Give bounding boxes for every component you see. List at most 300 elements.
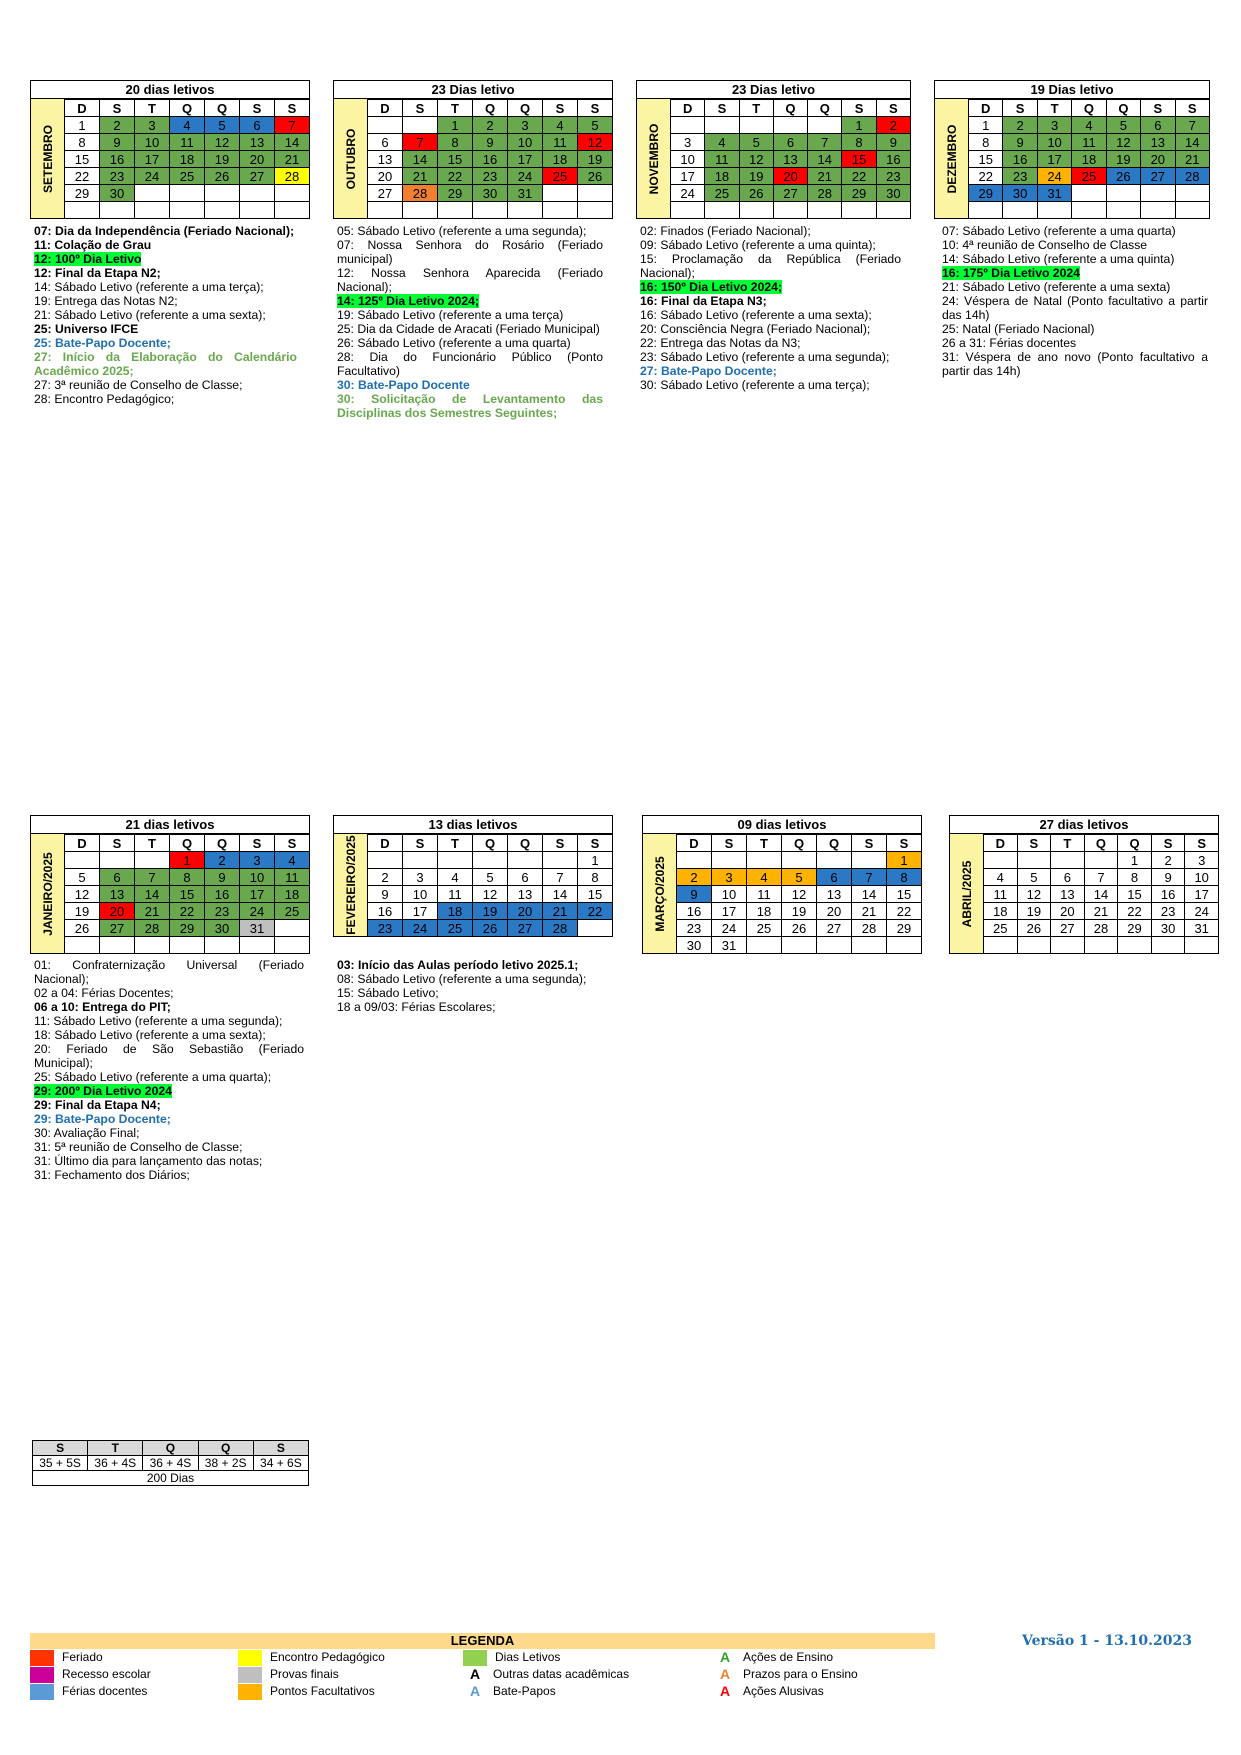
weekday-header: Q xyxy=(817,835,852,852)
day-cell: 30 xyxy=(677,937,712,954)
day-cell: 13 xyxy=(773,151,807,168)
day-cell: 2 xyxy=(473,117,508,134)
day-cell: 14 xyxy=(852,886,887,903)
day-cell: 31 xyxy=(1037,185,1071,202)
day-cell: 2 xyxy=(100,117,135,134)
day-cell: 3 xyxy=(403,869,438,886)
weekday-header: Q xyxy=(1072,100,1106,117)
day-cell xyxy=(1051,937,1085,954)
weekday-header: S xyxy=(1175,100,1209,117)
weekday-header: T xyxy=(135,100,170,117)
weekday-header: T xyxy=(438,835,473,852)
day-cell: 17 xyxy=(135,151,170,168)
day-cell: 24 xyxy=(712,920,747,937)
month-name: ABRIL/2025 xyxy=(949,834,983,954)
month-title: 19 Dias letivo xyxy=(934,80,1210,99)
note-item: 30: Solicitação de Levantamento das Disciplinas dos Semestres Seguintes; xyxy=(337,392,603,420)
day-cell: 12 xyxy=(782,886,817,903)
day-cell xyxy=(1175,202,1209,219)
day-cell xyxy=(368,202,403,219)
weekday-header: D xyxy=(368,100,403,117)
day-cell: 25 xyxy=(275,903,310,920)
weekday-header: D xyxy=(671,100,705,117)
day-cell xyxy=(275,937,310,954)
day-cell: 17 xyxy=(1185,886,1219,903)
note-item: 31: Último dia para lançamento das notas; xyxy=(34,1154,263,1168)
day-cell: 21 xyxy=(1175,151,1209,168)
day-cell xyxy=(1084,852,1118,869)
day-cell: 7 xyxy=(275,117,310,134)
note-item: 24: Véspera de Natal (Ponto facultativo a partir das 14h) xyxy=(942,294,1208,322)
day-cell: 27 xyxy=(1141,168,1175,185)
note-item: 30: Sábado Letivo (referente a uma terça); xyxy=(640,378,870,392)
weekday-header: S xyxy=(1141,100,1175,117)
day-cell: 6 xyxy=(508,869,543,886)
summary-cell: Q xyxy=(143,1441,198,1456)
day-cell xyxy=(1106,202,1140,219)
note-item: 14: Sábado Letivo (referente a uma terça); xyxy=(34,280,264,294)
notes-janeiro xyxy=(34,958,304,1182)
day-cell xyxy=(705,117,739,134)
day-cell xyxy=(65,202,100,219)
summary-cell: S xyxy=(33,1441,88,1456)
day-cell xyxy=(842,202,876,219)
note-item: 31: Véspera de ano novo (Ponto facultativo a partir das 14h) xyxy=(942,350,1208,378)
weekday-header: S xyxy=(1151,835,1185,852)
day-cell: 6 xyxy=(817,869,852,886)
day-cell: 3 xyxy=(671,134,705,151)
month-name: NOVEMBRO xyxy=(636,99,670,219)
day-cell xyxy=(782,937,817,954)
day-cell xyxy=(739,117,773,134)
day-cell: 24 xyxy=(671,185,705,202)
day-cell: 18 xyxy=(543,151,578,168)
day-cell: 11 xyxy=(747,886,782,903)
weekday-header: S xyxy=(578,100,613,117)
day-cell: 24 xyxy=(135,168,170,185)
note-item: 16: Sábado Letivo (referente a uma sexta); xyxy=(640,308,872,322)
day-cell: 28 xyxy=(403,185,438,202)
month-name: MARÇO/2025 xyxy=(642,834,676,954)
day-cell: 5 xyxy=(578,117,613,134)
day-cell: 11 xyxy=(438,886,473,903)
day-cell xyxy=(543,185,578,202)
day-cell: 10 xyxy=(240,869,275,886)
day-cell: 31 xyxy=(240,920,275,937)
day-cell: 5 xyxy=(65,869,100,886)
weekday-header: S xyxy=(852,835,887,852)
weekday-header: Q xyxy=(1106,100,1140,117)
day-cell: 19 xyxy=(473,903,508,920)
day-cell xyxy=(578,202,613,219)
day-cell: 23 xyxy=(1003,168,1037,185)
day-cell: 21 xyxy=(852,903,887,920)
day-cell: 30 xyxy=(1151,920,1185,937)
day-cell: 9 xyxy=(1151,869,1185,886)
day-cell: 4 xyxy=(170,117,205,134)
day-cell xyxy=(65,937,100,954)
calendar-grid xyxy=(983,834,1219,954)
day-cell: 1 xyxy=(170,852,205,869)
day-cell: 25 xyxy=(984,920,1018,937)
note-item: 27: Início da Elaboração do Calendário Acadêmico 2025; xyxy=(34,350,297,378)
day-cell: 23 xyxy=(473,168,508,185)
weekday-header: D xyxy=(65,100,100,117)
day-cell: 21 xyxy=(135,903,170,920)
weekday-header: Q xyxy=(205,100,240,117)
day-cell: 4 xyxy=(747,869,782,886)
day-cell xyxy=(205,185,240,202)
note-item: 10: 4ª reunião de Conselho de Classe xyxy=(942,238,1148,252)
day-cell xyxy=(1185,937,1219,954)
legend-title: LEGENDA xyxy=(30,1633,935,1649)
day-cell: 19 xyxy=(205,151,240,168)
day-cell: 13 xyxy=(1141,134,1175,151)
day-cell: 18 xyxy=(984,903,1018,920)
day-cell xyxy=(1151,937,1185,954)
day-cell xyxy=(808,202,842,219)
day-cell: 7 xyxy=(1084,869,1118,886)
day-cell: 28 xyxy=(135,920,170,937)
weekday-header: S xyxy=(100,835,135,852)
day-cell: 16 xyxy=(677,903,712,920)
day-cell: 30 xyxy=(100,185,135,202)
month-name: JANEIRO/2025 xyxy=(30,834,64,954)
day-cell: 28 xyxy=(275,168,310,185)
day-cell: 22 xyxy=(887,903,922,920)
day-cell: 2 xyxy=(1151,852,1185,869)
weekday-header: D xyxy=(677,835,712,852)
weekday-header: Q xyxy=(1084,835,1118,852)
day-cell: 4 xyxy=(438,869,473,886)
day-cell: 15 xyxy=(65,151,100,168)
notes-fevereiro xyxy=(337,958,603,1014)
day-cell: 1 xyxy=(65,117,100,134)
weekday-header: S xyxy=(705,100,739,117)
weekday-header: Q xyxy=(508,100,543,117)
day-cell: 16 xyxy=(368,903,403,920)
day-cell xyxy=(1037,202,1071,219)
day-cell: 13 xyxy=(100,886,135,903)
note-item: 12: Final da Etapa N2; xyxy=(34,266,161,280)
day-cell xyxy=(782,852,817,869)
day-cell: 10 xyxy=(1185,869,1219,886)
day-cell: 4 xyxy=(984,869,1018,886)
day-cell: 4 xyxy=(543,117,578,134)
day-cell xyxy=(876,202,910,219)
day-cell: 27 xyxy=(508,920,543,937)
month-title: 23 Dias letivo xyxy=(333,80,613,99)
month-name: SETEMBRO xyxy=(30,99,64,219)
day-cell: 27 xyxy=(817,920,852,937)
day-cell: 8 xyxy=(438,134,473,151)
day-cell: 19 xyxy=(65,903,100,920)
note-item: 25: Dia da Cidade de Aracati (Feriado Municipal) xyxy=(337,322,600,336)
day-cell: 22 xyxy=(438,168,473,185)
day-cell: 5 xyxy=(739,134,773,151)
weekday-header: D xyxy=(368,835,403,852)
note-item: 16: Final da Etapa N3; xyxy=(640,294,767,308)
day-cell: 17 xyxy=(712,903,747,920)
note-item: 07: Sábado Letivo (referente a uma quarta) xyxy=(942,224,1176,238)
day-cell: 10 xyxy=(712,886,747,903)
day-cell: 26 xyxy=(739,185,773,202)
note-item: 05: Sábado Letivo (referente a uma segunda); xyxy=(337,224,587,238)
weekday-header: S xyxy=(1017,835,1051,852)
weekday-header: S xyxy=(240,835,275,852)
note-item: 21: Sábado Letivo (referente a uma sexta) xyxy=(942,280,1171,294)
day-cell: 16 xyxy=(1003,151,1037,168)
day-cell: 8 xyxy=(1118,869,1152,886)
day-cell xyxy=(368,117,403,134)
day-cell xyxy=(543,202,578,219)
day-cell: 26 xyxy=(578,168,613,185)
day-cell: 3 xyxy=(1185,852,1219,869)
day-cell xyxy=(1017,937,1051,954)
weekday-header: Q xyxy=(808,100,842,117)
note-item: 31: Fechamento dos Diários; xyxy=(34,1168,190,1182)
day-cell xyxy=(773,117,807,134)
note-item: 15: Proclamação da República (Feriado Nacional); xyxy=(640,252,901,280)
month-name: FEVEREIRO/2025 xyxy=(333,834,367,937)
day-cell: 11 xyxy=(1072,134,1106,151)
day-cell: 17 xyxy=(671,168,705,185)
day-cell: 29 xyxy=(969,185,1003,202)
calendar-grid xyxy=(64,99,310,219)
note-item: 25: Natal (Feriado Nacional) xyxy=(942,322,1095,336)
day-cell: 22 xyxy=(170,903,205,920)
day-cell: 1 xyxy=(438,117,473,134)
summary-total: 200 Dias xyxy=(33,1471,309,1486)
day-cell: 6 xyxy=(368,134,403,151)
day-cell: 5 xyxy=(1017,869,1051,886)
notes-setembro xyxy=(34,224,297,406)
weekday-header: T xyxy=(135,835,170,852)
day-cell: 16 xyxy=(876,151,910,168)
day-cell: 5 xyxy=(1106,117,1140,134)
day-cell xyxy=(438,202,473,219)
day-cell: 14 xyxy=(543,886,578,903)
note-item: 18 a 09/03: Férias Escolares; xyxy=(337,1000,496,1014)
weekday-header: T xyxy=(1037,100,1071,117)
note-item: 12: Nossa Senhora Aparecida (Feriado Nacional); xyxy=(337,266,603,294)
note-item: 16: 175º Dia Letivo 2024 xyxy=(942,266,1080,280)
day-cell xyxy=(508,202,543,219)
note-item: 14: 125º Dia Letivo 2024; xyxy=(337,294,479,308)
weekday-header: S xyxy=(712,835,747,852)
day-cell: 14 xyxy=(1175,134,1209,151)
day-cell: 4 xyxy=(705,134,739,151)
calendar-grid xyxy=(676,834,922,954)
note-item: 19: Entrega das Notas N2; xyxy=(34,294,178,308)
weekday-header: Q xyxy=(473,100,508,117)
day-cell: 19 xyxy=(739,168,773,185)
note-item: 15: Sábado Letivo; xyxy=(337,986,439,1000)
day-cell: 10 xyxy=(671,151,705,168)
weekday-header: S xyxy=(1003,100,1037,117)
day-cell: 19 xyxy=(782,903,817,920)
day-cell: 8 xyxy=(887,869,922,886)
day-cell xyxy=(170,202,205,219)
legend: LEGENDA Feriado Encontro Pedagógico Dias Letivos A Ações de Ensino Recesso escolar Provas finais A Outras datas acadêmicas A Prazos para o Ensino Férias docentes Pontos Facultativos A Bate-Papos A Ações Alusivas xyxy=(30,1633,935,1700)
day-cell: 13 xyxy=(1051,886,1085,903)
day-cell xyxy=(240,185,275,202)
day-cell xyxy=(135,185,170,202)
day-cell: 8 xyxy=(65,134,100,151)
day-cell: 13 xyxy=(368,151,403,168)
note-item: 28: Dia do Funcionário Público (Ponto Facultativo) xyxy=(337,350,603,378)
summary-cell: 34 + 6S xyxy=(253,1456,308,1471)
day-cell: 1 xyxy=(578,852,613,869)
day-cell: 22 xyxy=(969,168,1003,185)
day-cell xyxy=(65,852,100,869)
day-cell: 11 xyxy=(275,869,310,886)
day-cell: 14 xyxy=(275,134,310,151)
day-cell: 23 xyxy=(368,920,403,937)
month-name: OUTUBRO xyxy=(333,99,367,219)
day-cell: 7 xyxy=(403,134,438,151)
day-cell: 14 xyxy=(808,151,842,168)
day-cell: 1 xyxy=(887,852,922,869)
day-cell: 18 xyxy=(170,151,205,168)
day-cell: 30 xyxy=(473,185,508,202)
note-item: 29: Final da Etapa N4; xyxy=(34,1098,161,1112)
note-item: 02 a 04: Férias Docentes; xyxy=(34,986,174,1000)
day-cell: 8 xyxy=(969,134,1003,151)
calendar-abril xyxy=(949,815,1219,954)
note-item: 21: Sábado Letivo (referente a uma sexta); xyxy=(34,308,266,322)
note-item: 07: Dia da Independência (Feriado Nacional); xyxy=(34,224,295,238)
day-cell xyxy=(403,117,438,134)
day-cell xyxy=(747,937,782,954)
weekday-header: Q xyxy=(782,835,817,852)
day-cell xyxy=(1072,185,1106,202)
note-item: 31: 5ª reunião de Conselho de Classe; xyxy=(34,1140,243,1154)
weekday-header: T xyxy=(747,835,782,852)
day-cell: 16 xyxy=(1151,886,1185,903)
day-cell: 2 xyxy=(205,852,240,869)
day-cell: 29 xyxy=(887,920,922,937)
summary-cell: 36 + 4S xyxy=(88,1456,143,1471)
calendar-novembro xyxy=(636,80,911,219)
day-cell: 22 xyxy=(578,903,613,920)
note-item: 30: Avaliação Final; xyxy=(34,1126,140,1140)
day-cell: 3 xyxy=(240,852,275,869)
day-cell xyxy=(170,185,205,202)
weekday-header: T xyxy=(438,100,473,117)
day-cell: 24 xyxy=(240,903,275,920)
day-cell: 9 xyxy=(100,134,135,151)
notes-outubro xyxy=(337,224,603,420)
day-cell: 25 xyxy=(705,185,739,202)
calendar-dezembro xyxy=(934,80,1210,219)
day-cell: 5 xyxy=(782,869,817,886)
day-cell: 29 xyxy=(65,185,100,202)
month-title: 27 dias letivos xyxy=(949,815,1219,834)
calendar-fevereiro xyxy=(333,815,613,937)
day-cell: 12 xyxy=(1017,886,1051,903)
day-cell: 26 xyxy=(1017,920,1051,937)
day-cell: 25 xyxy=(1072,168,1106,185)
day-cell: 22 xyxy=(1118,903,1152,920)
weekday-header: D xyxy=(984,835,1018,852)
day-cell: 24 xyxy=(1185,903,1219,920)
day-cell: 24 xyxy=(403,920,438,937)
note-item: 20: Consciência Negra (Feriado Nacional); xyxy=(640,322,871,336)
day-cell: 6 xyxy=(100,869,135,886)
day-cell: 21 xyxy=(403,168,438,185)
day-cell: 28 xyxy=(852,920,887,937)
day-cell: 9 xyxy=(205,869,240,886)
day-cell: 13 xyxy=(508,886,543,903)
day-cell: 27 xyxy=(368,185,403,202)
summary-cell: 35 + 5S xyxy=(33,1456,88,1471)
summary-cell: 38 + 2S xyxy=(198,1456,253,1471)
day-cell xyxy=(712,852,747,869)
day-cell: 29 xyxy=(1118,920,1152,937)
day-cell: 14 xyxy=(1084,886,1118,903)
notes-novembro xyxy=(640,224,901,392)
day-cell xyxy=(170,937,205,954)
day-cell: 10 xyxy=(403,886,438,903)
day-cell: 7 xyxy=(852,869,887,886)
day-cell xyxy=(473,202,508,219)
day-cell: 8 xyxy=(578,869,613,886)
day-cell: 2 xyxy=(876,117,910,134)
weekday-header: Q xyxy=(473,835,508,852)
day-cell: 12 xyxy=(473,886,508,903)
note-item: 03: Início das Aulas período letivo 2025.1; xyxy=(337,958,579,972)
day-cell xyxy=(240,202,275,219)
day-cell xyxy=(852,937,887,954)
day-cell xyxy=(817,852,852,869)
calendar-janeiro xyxy=(30,815,310,954)
day-cell: 8 xyxy=(842,134,876,151)
day-cell: 30 xyxy=(205,920,240,937)
day-cell: 14 xyxy=(403,151,438,168)
day-cell: 27 xyxy=(773,185,807,202)
day-cell xyxy=(205,937,240,954)
month-title: 09 dias letivos xyxy=(642,815,922,834)
note-item: 27: Bate-Papo Docente; xyxy=(640,364,777,378)
day-cell: 23 xyxy=(677,920,712,937)
weekday-header: S xyxy=(543,835,578,852)
weekday-header: S xyxy=(100,100,135,117)
weekday-header: T xyxy=(1051,835,1085,852)
weekday-header: S xyxy=(842,100,876,117)
day-cell: 1 xyxy=(842,117,876,134)
day-cell: 20 xyxy=(817,903,852,920)
day-cell xyxy=(275,185,310,202)
day-cell xyxy=(438,852,473,869)
note-item: 30: Bate-Papo Docente xyxy=(337,378,470,392)
day-cell xyxy=(773,202,807,219)
day-cell: 25 xyxy=(747,920,782,937)
day-cell: 23 xyxy=(205,903,240,920)
note-item: 23: Sábado Letivo (referente a uma segunda); xyxy=(640,350,890,364)
day-cell: 27 xyxy=(100,920,135,937)
day-cell: 6 xyxy=(773,134,807,151)
day-cell: 15 xyxy=(969,151,1003,168)
weekday-header: Q xyxy=(773,100,807,117)
day-cell: 15 xyxy=(578,886,613,903)
day-cell: 18 xyxy=(1072,151,1106,168)
day-cell: 6 xyxy=(240,117,275,134)
version-label: Versão 1 - 13.10.2023 xyxy=(1022,1633,1193,1649)
day-cell xyxy=(852,852,887,869)
calendar-grid xyxy=(367,834,613,937)
day-cell xyxy=(1175,185,1209,202)
